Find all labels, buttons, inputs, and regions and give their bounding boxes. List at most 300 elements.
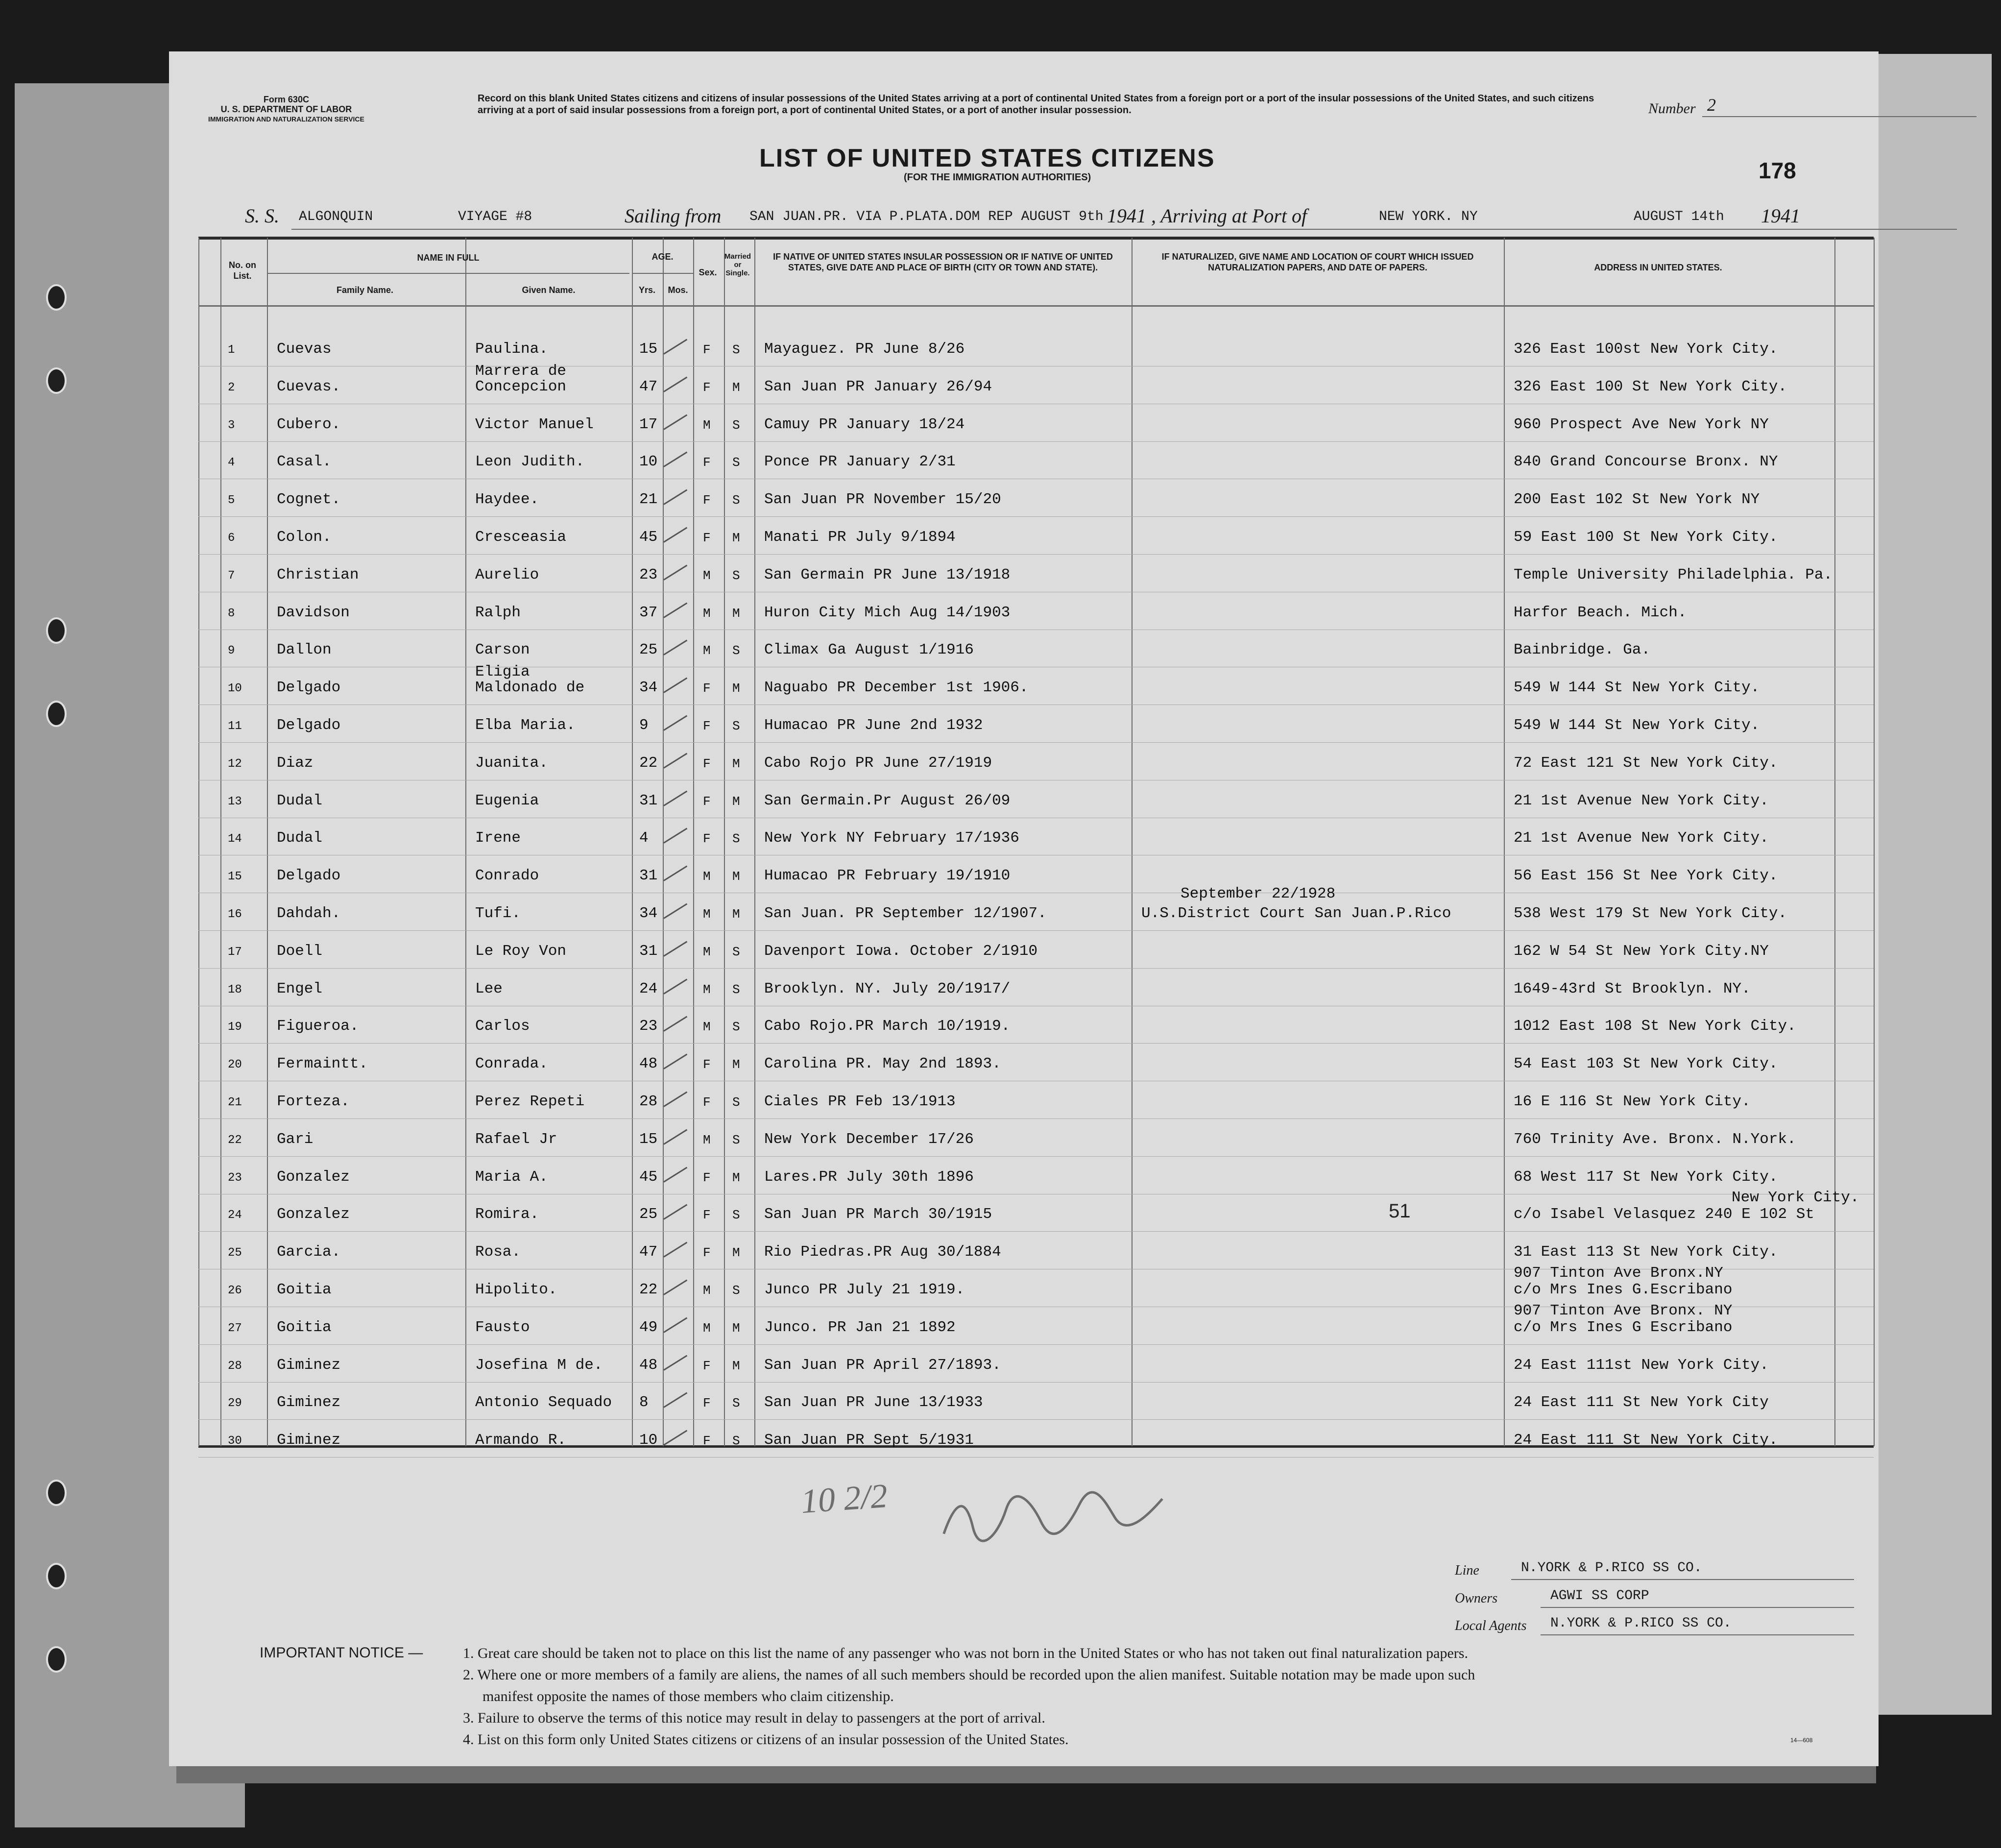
arrival-port: NEW YORK. NY [1379,209,1478,224]
age-years: 34 [639,679,658,697]
column-rule [1874,238,1875,1446]
marital-status: S [732,342,740,357]
table-top-border [198,237,1874,240]
check-mark [663,903,687,919]
col-header-family: Family Name. [336,285,394,295]
sex: F [703,531,711,545]
sex: F [703,1396,711,1411]
marital-status: M [732,1320,740,1336]
sailing-label: Sailing from [625,205,722,227]
column-rule [465,238,466,1446]
marital-status: S [732,1132,740,1147]
number-label: Number [1648,100,1696,117]
row-number: 6 [228,532,235,545]
given-name: Victor Manuel [475,415,594,433]
age-years: 9 [639,717,649,734]
row-number: 9 [228,644,235,658]
owners-label: Owners [1455,1591,1498,1606]
marital-status: S [732,1434,740,1449]
given-name: Juanita. [475,754,548,772]
sex: M [703,1283,711,1298]
column-rule [1504,238,1505,1446]
birth-place-date: San Juan PR April 27/1893. [764,1356,1001,1374]
table-header-bottom [198,305,1874,307]
name-subdivider [267,273,629,274]
address: 760 Trinity Ave. Bronx. N.York. [1514,1130,1796,1148]
check-mark [663,564,687,580]
marital-status: M [732,380,740,395]
address: 54 East 103 St New York City. [1514,1055,1778,1073]
sex: F [703,1245,711,1261]
birth-place-date: Naguabo PR December 1st 1906. [764,679,1029,697]
birth-place-date: Mayaguez. PR June 8/26 [764,340,965,358]
given-name: Lee [475,980,503,997]
sex: F [703,719,711,733]
address: c/o Isabel Velasquez 240 E 102 St [1514,1206,1814,1223]
marital-status: S [732,1095,740,1110]
family-name: Delgado [277,679,341,697]
family-name: Casal. [277,453,332,471]
given-name: Ralph [475,604,521,621]
arriving-label: , Arriving at Port of [1151,205,1307,227]
sex: M [703,907,711,922]
row-rule [198,1344,1874,1345]
given-name: Romira. [475,1206,539,1223]
marital-status: S [732,831,740,847]
sex: F [703,831,711,847]
ship-name: ALGONQUIN [299,209,373,224]
family-name: Cuevas [277,340,332,358]
address: 31 East 113 St New York City. [1514,1243,1778,1261]
notice-2: 2. Where one or more members of a family are aliens, the names of all such members should be recorded upon the alien manifest. Suitable notation may be made upon such [463,1667,1475,1683]
address: 59 East 100 St New York City. [1514,529,1778,546]
address-second-line: New York City. [1732,1189,1859,1207]
check-mark [663,1430,687,1446]
given-name: Le Roy Von [475,942,567,960]
family-name: Giminez [277,1394,341,1411]
marital-status: S [732,1396,740,1411]
check-mark [663,828,687,844]
given-name: Perez Repeti [475,1093,585,1110]
age-years: 22 [639,1281,658,1298]
address: 326 East 100 St New York City. [1514,378,1787,395]
family-name: Goitia [277,1281,332,1298]
naturalization-date: September 22/1928 [1181,885,1336,902]
line-underline [1511,1579,1854,1580]
check-mark [663,866,687,881]
check-mark [663,1092,687,1107]
row-rule [198,516,1874,517]
birth-place-date: Brooklyn. NY. July 20/1917/ [764,980,1011,997]
birth-place-date: Lares.PR July 30th 1896 [764,1168,974,1186]
birth-place-date: Camuy PR January 18/24 [764,415,965,433]
age-years: 31 [639,942,658,960]
row-number: 4 [228,456,235,470]
col-header-no: No. on List. [229,260,256,281]
col-header-birth: IF NATIVE OF UNITED STATES INSULAR POSSESSION OR IF NATIVE OF UNITED STATES, GIVE DATE AND PLACE OF BIRTH (CITY OR TOWN AND STATE). [773,252,1113,272]
check-mark [663,941,687,956]
family-name: Gari [277,1130,313,1148]
given-name: Conrada. [475,1055,548,1073]
check-mark [663,1355,687,1370]
age-years: 15 [639,340,658,358]
age-years: 31 [639,867,658,885]
row-number: 17 [228,945,242,959]
sex: F [703,1095,711,1110]
given-name: Eugenia [475,792,539,809]
sex: M [703,1132,711,1147]
row-rule [198,554,1874,555]
marital-status: S [732,455,740,470]
marital-status: S [732,1283,740,1298]
owners-value: AGWI SS CORP [1550,1588,1649,1604]
check-mark [663,489,687,505]
check-mark [663,1317,687,1333]
marital-status: M [732,1170,740,1185]
owners-underline [1541,1607,1854,1608]
given-name: Concepcion [475,378,567,395]
ss-label: S. S. [245,205,279,227]
address: 24 East 111 St New York City [1514,1394,1769,1411]
address-second-line: 907 Tinton Ave Bronx. NY [1514,1302,1733,1319]
family-name: Gonzalez [277,1206,350,1223]
column-rule [724,238,725,1446]
birth-place-date: Cabo Rojo PR June 27/1919 [764,754,992,772]
manifest-sheet [169,51,1879,1766]
birth-place-date: Humacao PR February 19/1910 [764,867,1011,885]
sex: F [703,342,711,357]
address: 549 W 144 St New York City. [1514,679,1760,697]
row-number: 26 [228,1284,242,1297]
given-name-prefix: Marrera de [475,362,567,380]
family-name: Dallon [277,641,332,659]
marital-status: S [732,417,740,433]
address: 21 1st Avenue New York City. [1514,792,1769,809]
agents-label: Local Agents [1455,1618,1527,1633]
family-name: Engel [277,980,323,997]
check-mark [663,376,687,392]
given-name: Conrado [475,867,539,885]
handwritten-signature [936,1479,1170,1556]
col-header-given: Given Name. [522,285,576,295]
given-name: Josefina M de. [475,1356,603,1374]
check-mark [663,1054,687,1070]
age-years: 10 [639,1432,658,1449]
check-mark [663,1129,687,1144]
voyage-underline [291,229,1957,230]
age-years: 47 [639,378,658,395]
row-number: 22 [228,1133,242,1147]
given-name: Fausto [475,1318,530,1336]
row-number: 25 [228,1246,242,1260]
column-rule [693,238,694,1446]
print-code: 14—608 [1790,1737,1813,1744]
birth-place-date: Humacao PR June 2nd 1932 [764,717,983,734]
marital-status: S [732,1208,740,1223]
sex: M [703,568,711,583]
row-rule [198,968,1874,969]
check-mark [663,452,687,467]
age-years: 34 [639,905,658,922]
address: 1649-43rd St Brooklyn. NY. [1514,980,1751,997]
binder-hole [46,1480,67,1506]
birth-place-date: San Germain PR June 13/1918 [764,566,1011,584]
sex: F [703,380,711,395]
col-header-name-in-full: NAME IN FULL [417,253,480,263]
notice-3: 3. Failure to observe the terms of this notice may result in delay to passengers at the port of arrival. [463,1710,1045,1726]
address: c/o Mrs Ines G Escribano [1514,1318,1733,1336]
given-name: Aurelio [475,566,539,584]
row-number: 12 [228,757,242,771]
marital-status: M [732,907,740,922]
marital-status: M [732,756,740,771]
age-years: 22 [639,754,658,772]
family-name: Garcia. [277,1243,341,1261]
sex: F [703,756,711,771]
line-value: N.YORK & P.RICO SS CO. [1521,1560,1702,1576]
family-name: Giminez [277,1356,341,1374]
handwritten-note: 10 2/2 [799,1477,889,1521]
row-rule [198,1231,1874,1232]
birth-place-date: Ponce PR January 2/31 [764,453,956,471]
birth-place-date: Davenport Iowa. October 2/1910 [764,942,1038,960]
given-name: Paulina. [475,340,548,358]
check-mark [663,790,687,806]
check-mark [663,678,687,693]
binder-hole [46,1563,67,1589]
check-mark [663,1242,687,1258]
marital-status: M [732,606,740,621]
family-name: Forteza. [277,1093,350,1110]
age-years: 49 [639,1318,658,1336]
birth-place-date: New York NY February 17/1936 [764,829,1019,847]
check-mark [663,1392,687,1408]
given-name: Rafael Jr [475,1130,557,1148]
age-years: 28 [639,1093,658,1110]
birth-place-date: Climax Ga August 1/1916 [764,641,974,659]
column-rule [267,238,268,1446]
sex: F [703,681,711,696]
age-years: 25 [639,1206,658,1223]
address: 68 West 117 St New York City. [1514,1168,1778,1186]
age-years: 48 [639,1356,658,1374]
family-name: Cognet. [277,491,341,509]
marital-status: S [732,719,740,733]
marital-status: M [732,1057,740,1072]
age-subdivider [632,273,693,274]
address: 960 Prospect Ave New York NY [1514,415,1769,433]
age-years: 23 [639,1018,658,1035]
sex: F [703,1170,711,1185]
row-number: 13 [228,795,242,808]
marital-status: M [732,681,740,696]
row-rule [198,930,1874,931]
marital-status: S [732,982,740,997]
address-second-line: 907 Tinton Ave Bronx.NY [1514,1264,1723,1282]
row-number: 21 [228,1096,242,1109]
given-name: Tufi. [475,905,521,922]
family-name: Doell [277,942,323,960]
check-mark [663,715,687,731]
given-name: Cresceasia [475,529,567,546]
address: 1012 East 108 St New York City. [1514,1018,1796,1035]
sex: M [703,869,711,884]
row-number: 5 [228,494,235,508]
age-years: 48 [639,1055,658,1073]
address: 24 East 111 St New York City. [1514,1432,1778,1449]
binder-hole [46,617,67,644]
given-name: Irene [475,829,521,847]
notice-title: IMPORTANT NOTICE — [260,1645,423,1661]
birth-place-date: San Juan PR January 26/94 [764,378,992,395]
family-name: Cuevas. [277,378,341,395]
check-mark [663,1167,687,1182]
family-name: Christian [277,566,359,584]
row-number: 20 [228,1058,242,1072]
number-value: 2 [1707,95,1716,115]
family-name: Colon. [277,529,332,546]
row-rule [198,1382,1874,1383]
form-id-block [208,95,364,124]
given-name: Maldonado de [475,679,585,697]
birth-place-date: Huron City Mich Aug 14/1903 [764,604,1011,621]
page-title: LIST OF UNITED STATES CITIZENS [759,144,1215,172]
birth-place-date: San Juan PR March 30/1915 [764,1206,992,1223]
col-header-age: AGE. [651,252,674,262]
birth-place-date: Rio Piedras.PR Aug 30/1884 [764,1243,1001,1261]
address: 21 1st Avenue New York City. [1514,829,1769,847]
birth-place-date: San Juan PR June 13/1933 [764,1394,983,1411]
age-years: 4 [639,829,649,847]
col-header-sex: Sex. [699,267,717,277]
age-years: 10 [639,453,658,471]
sex: F [703,794,711,809]
age-years: 24 [639,980,658,997]
birth-place-date: San Juan PR November 15/20 [764,491,1001,509]
line-label: Line [1455,1563,1479,1578]
row-number: 27 [228,1321,242,1335]
marital-status: M [732,869,740,884]
given-name: Armando R. [475,1432,567,1449]
age-years: 25 [639,641,658,659]
age-years: 15 [639,1130,658,1148]
age-years: 45 [639,1168,658,1186]
check-mark [663,1280,687,1295]
agents-value: N.YORK & P.RICO SS CO. [1550,1616,1732,1631]
row-number: 8 [228,607,235,620]
check-mark [663,339,687,355]
marital-status: M [732,1358,740,1373]
marital-status: S [732,1020,740,1035]
col-header-naturalized: IF NATURALIZED, GIVE NAME AND LOCATION OF COURT WHICH ISSUED NATURALIZATION PAPERS, AND DATE OF PAPERS. [1161,252,1474,272]
sex: F [703,455,711,470]
check-mark [663,1016,687,1032]
birth-place-date: Manati PR July 9/1894 [764,529,956,546]
check-mark [663,1204,687,1220]
given-name-prefix: Eligia [475,663,530,681]
col-header-married: Married or Single. [724,252,751,277]
row-rule [198,1457,1874,1458]
birth-place-date: Junco PR July 21 1919. [764,1281,965,1298]
birth-place-date: Carolina PR. May 2nd 1893. [764,1055,1001,1073]
row-number: 18 [228,983,242,997]
sex: M [703,982,711,997]
address: 16 E 116 St New York City. [1514,1093,1751,1110]
address: 24 East 111st New York City. [1514,1356,1769,1374]
sex: M [703,1020,711,1035]
department: U. S. DEPARTMENT OF LABOR [220,104,352,114]
column-rule [220,238,221,1446]
marital-status: M [732,1245,740,1261]
given-name: Rosa. [475,1243,521,1261]
age-years: 8 [639,1394,649,1411]
row-number: 14 [228,832,242,846]
age-years: 47 [639,1243,658,1261]
sex: M [703,417,711,433]
address: 56 East 156 St Nee York City. [1514,867,1778,885]
marital-status: M [732,531,740,545]
row-number: 3 [228,418,235,432]
family-name: Diaz [277,754,313,772]
birth-place-date: San Germain.Pr August 26/09 [764,792,1011,809]
age-years: 31 [639,792,658,809]
marital-status: S [732,568,740,583]
sex: F [703,1358,711,1373]
family-name: Dudal [277,829,323,847]
birth-place-date: New York December 17/26 [764,1130,974,1148]
service: IMMIGRATION AND NATURALIZATION SERVICE [208,115,364,123]
sex: F [703,493,711,508]
age-years: 17 [639,415,658,433]
column-rule [1834,238,1835,1446]
family-name: Dahdah. [277,905,341,922]
row-number: 7 [228,569,235,583]
row-number: 29 [228,1397,242,1410]
given-name: Haydee. [475,491,539,509]
sex: M [703,944,711,959]
column-rule [754,238,755,1446]
given-name: Carlos [475,1018,530,1035]
address: 72 East 121 St New York City. [1514,754,1778,772]
voyage-number: VIYAGE #8 [458,209,532,224]
check-mark [663,753,687,768]
record-instructions: Record on this blank United States citizens and citizens of insular possessions of the United States arriving at a port of continental United States from a foreign port or a port of the insular possessions of the United States, and such citizens arriving at a port of said insular possessions from a foreign port, a port of continental United States, or a port of another insular possession. [478,93,1594,116]
agents-underline [1541,1634,1854,1635]
family-name: Delgado [277,867,341,885]
row-number: 1 [228,343,235,357]
notice-4: 4. List on this form only United States citizens or citizens of an insular possession of the United States. [463,1731,1069,1748]
family-name: Fermaintt. [277,1055,368,1073]
binder-hole [46,1646,67,1673]
row-rule [198,441,1874,442]
binder-hole [46,701,67,727]
row-rule [198,742,1874,743]
page-number: 178 [1759,158,1796,183]
page-edge-shadow [176,1764,1876,1783]
check-mark [663,602,687,618]
page-subtitle: (FOR THE IMMIGRATION AUTHORITIES) [904,172,1091,183]
row-number: 30 [228,1435,242,1448]
col-header-yrs: Yrs. [638,285,656,295]
age-years: 23 [639,566,658,584]
sailing-from: SAN JUAN.PR. VIA P.PLATA.DOM REP AUGUST 9th [749,209,1104,224]
given-name: Antonio Sequado [475,1394,612,1411]
address: Temple University Philadelphia. Pa. [1514,566,1833,584]
column-rule [1132,238,1133,1446]
family-name: Delgado [277,717,341,734]
age-years: 37 [639,604,658,621]
row-number: 15 [228,870,242,884]
